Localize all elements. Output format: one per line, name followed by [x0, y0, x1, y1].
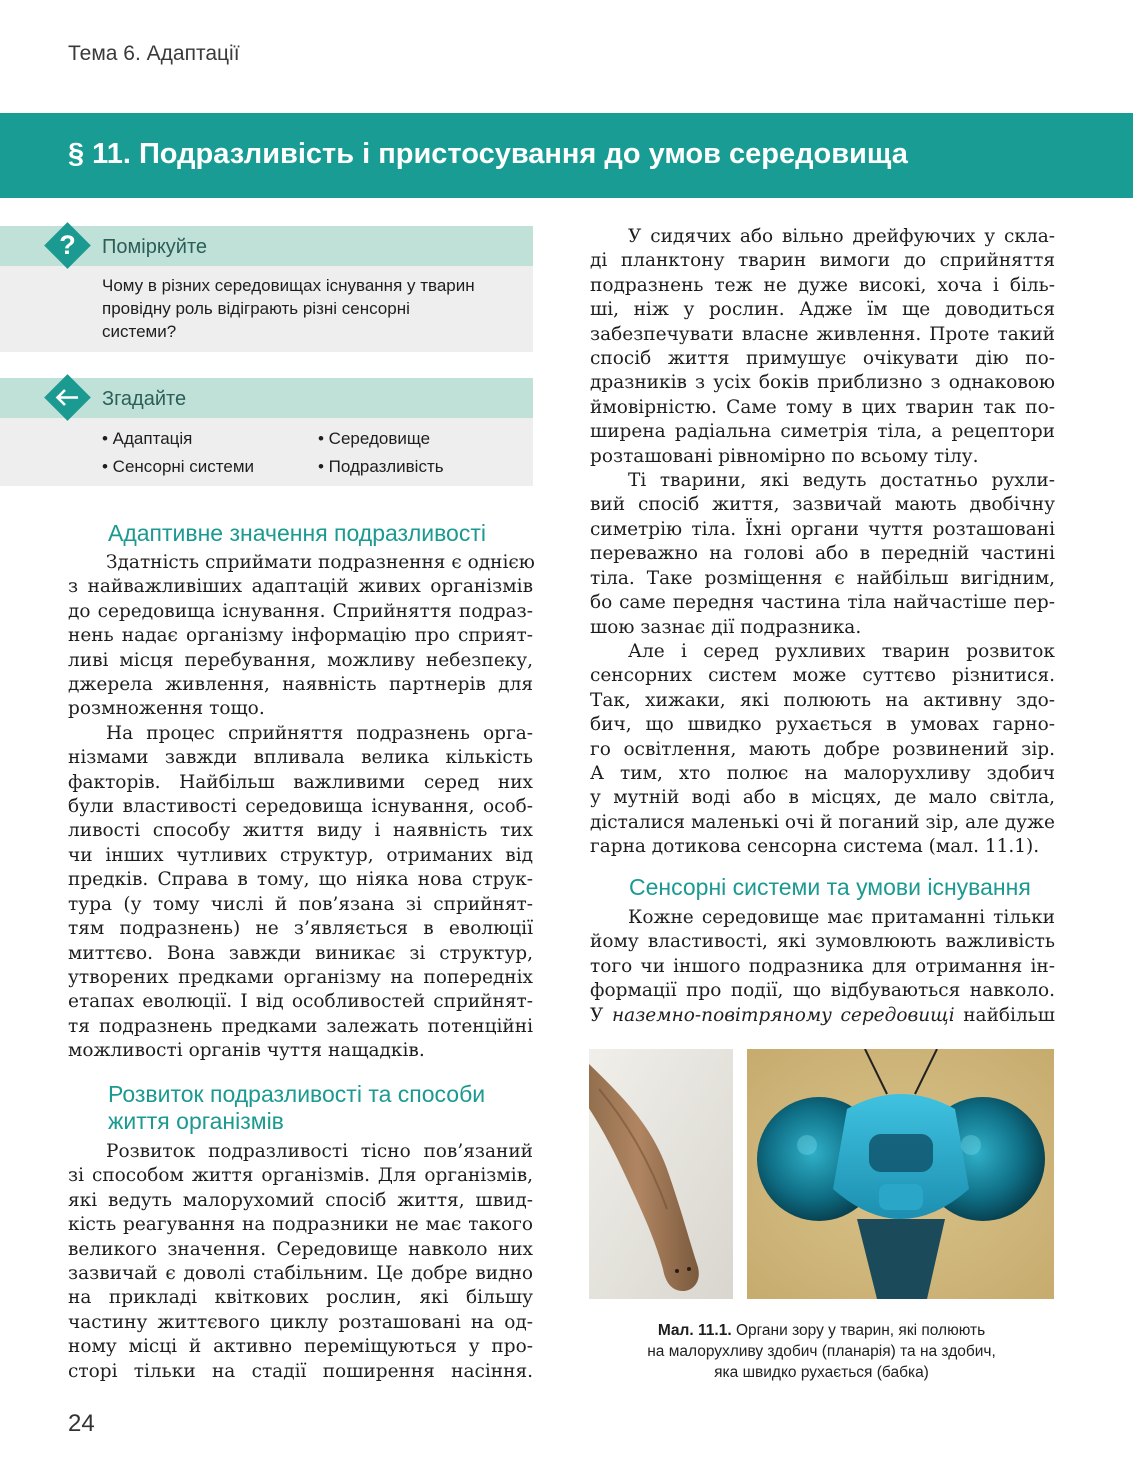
- text-line: ному місці й активно переміщуються у про-: [68, 1336, 533, 1358]
- text-line: Здатність сприймати подразнення є однією: [106, 552, 535, 573]
- text-line: [590, 1004, 1055, 1028]
- text-line: спосіб життя примушує очікувати дію по-: [590, 348, 1055, 370]
- arrow-left-icon: [51, 381, 84, 414]
- heading-line: життя організмів: [108, 1108, 284, 1134]
- text-line: миттєво. Вона завжди виникає зі структур,: [68, 942, 533, 964]
- text-line: зі способом життя організмів. Для організмів,: [68, 1165, 533, 1187]
- planarian-photo: [589, 1049, 733, 1299]
- think-line: системи?: [102, 322, 177, 341]
- question-icon: ?: [59, 230, 76, 260]
- text-line: тям подразнень) не з’являється в еволюції: [68, 918, 533, 940]
- text-line: тя подразнень предками залежать потенційні: [68, 1015, 533, 1037]
- text-line: Так, хижаки, які полюють на активну здо-: [590, 689, 1055, 711]
- text-line: У сидячих або вільно дрейфуючих у скла-: [628, 226, 1055, 247]
- text-line: великого значення. Середовище навколо них: [68, 1238, 533, 1260]
- text-line: джерела живлення, наявність партнерів для: [68, 674, 533, 696]
- section-title: § 11. Подразливість і пристосування до умов середовища: [68, 138, 908, 170]
- text-line: зазвичай є доволі стабільним. Це добре видно: [68, 1263, 533, 1285]
- caption-text: Органи зору у тварин, які полюють: [731, 1322, 986, 1339]
- text-line: йому властивості, які зумовлюють важливість: [590, 931, 1055, 953]
- paragraph: [590, 906, 1055, 1028]
- paragraph: [590, 225, 1055, 860]
- text-line: етапах еволюції. І від особливостей сприйнят-: [68, 991, 533, 1013]
- text-line: тіла. Таке розміщення є найбільш вигідним,: [590, 567, 1055, 589]
- text-line: розмноження тощо.: [68, 698, 265, 720]
- caption-line: яка швидко рухається (бабка): [714, 1364, 929, 1381]
- figure-label: Мал. 11.1.: [657, 1322, 732, 1339]
- text-line: вий спосіб життя, зазвичай мають двобічну: [590, 494, 1055, 516]
- text-line: сенсорних систем може суттєво різнитися.: [590, 665, 1055, 687]
- think-box-text: [102, 274, 475, 343]
- text-line: Але і серед рухливих тварин розвиток: [628, 640, 1055, 662]
- text-line: дісталися маленькі очі й поганий зір, але дуже: [590, 811, 1055, 833]
- text-line: у мутній воді або в місцях, де мало світла,: [590, 787, 1055, 809]
- text-line: ливості способу життя виду і наявність тих: [68, 820, 533, 842]
- text-line: бич, що швидко рухається в умовах гарно-: [590, 714, 1055, 736]
- think-box-title: Поміркуйте: [102, 236, 208, 258]
- text-line: розташовані рівномірно по всьому тілу.: [590, 445, 979, 467]
- text-line: переважно на голові або в передній частині: [590, 543, 1055, 565]
- text-line: А тим, хто полює на малорухливу здобич: [590, 762, 1055, 784]
- text-line: го освітлення, мають добре розвинений зір.: [590, 738, 1055, 760]
- text-line: На процес сприйняття подразнень орга-: [106, 722, 533, 744]
- heading-line: Розвиток подразливості та способи: [108, 1081, 486, 1107]
- recall-box-body: [0, 418, 533, 486]
- recall-item: • Сенсорні системи: [102, 457, 255, 476]
- text-line: кість реагування на подразники не має такого: [68, 1214, 533, 1236]
- page-number: 24: [68, 1410, 95, 1437]
- text-line: з найважливіших адаптацій живих організмів: [68, 576, 533, 598]
- paragraph: [68, 551, 533, 1064]
- damselfly-photo: [747, 1049, 1054, 1299]
- text-span: найбільш: [954, 1004, 1055, 1026]
- heading-sensory-systems: Сенсорні системи та умови існування: [629, 874, 1031, 900]
- recall-item: • Адаптація: [102, 429, 193, 448]
- recall-item: • Середовище: [318, 429, 431, 448]
- think-line: Чому в різних середовищах існування у тварин: [102, 276, 475, 295]
- text-line: тура (у тому числі й пов’язана зі сприйнят-: [68, 893, 533, 915]
- text-line: факторів. Найбільш важливими серед них: [68, 771, 533, 793]
- text-line: утворених предками організму на попередніх: [68, 966, 533, 988]
- text-line: які ведуть малорухомий спосіб життя, швид-: [68, 1189, 533, 1211]
- caption-line: [589, 1320, 1054, 1341]
- text-line: сторі тільки на стадії поширення насіння.: [68, 1360, 533, 1382]
- text-line: шою зазнає дії подразника.: [590, 616, 862, 638]
- text-line: ді планктону тварин вимоги до сприйняття: [590, 250, 1055, 272]
- think-line: провідну роль відіграють різні сенсорні: [102, 299, 410, 318]
- heading-sensitivity-development: [108, 1081, 485, 1135]
- text-line: того чи іншого подразника для отримання ін-: [590, 955, 1055, 977]
- text-line: формації про події, що відбуваються навколо.: [590, 980, 1055, 1002]
- text-line: ші, ніж у рослин. Адже їм ще доводиться: [590, 299, 1055, 321]
- text-line: частину життєвого циклу розташовані на од-: [68, 1311, 533, 1333]
- text-line: чи інших чутливих структур, отриманих від: [68, 844, 533, 866]
- text-line: симетрію тіла. Їхні органи чуття розташовані: [590, 518, 1055, 540]
- emphasis-text: наземно-повітряному середовищі: [611, 1004, 955, 1026]
- topic-header: Тема 6. Адаптації: [68, 42, 240, 65]
- text-line: ймовірністю. Саме тому в цих тварин так по-: [590, 396, 1055, 418]
- text-line: Розвиток подразливості тісно пов’язаний: [106, 1141, 533, 1162]
- text-line: ливі місця перебування, можливу небезпеку,: [68, 649, 533, 671]
- text-line: нізмами завжди впливала велика кількість: [68, 747, 533, 769]
- text-line: дразників з усіх боків приблизно з однаковою: [590, 372, 1055, 394]
- text-line: ширена радіальна симетрія тіла, а рецептори: [590, 421, 1055, 443]
- text-line: до середовища існування. Сприйняття подраз-: [68, 600, 533, 622]
- text-line: подразнень теж не дуже високі, хоча і біль-: [590, 274, 1055, 296]
- text-line: бо саме передня частина тіла найчастіше пер-: [590, 592, 1055, 614]
- paragraph: [68, 1140, 533, 1384]
- text-line: предків. Справа в тому, що ніяка нова струк-: [68, 869, 533, 891]
- text-line: нень надає організму інформацію про сприят-: [68, 625, 533, 647]
- text-span: У: [590, 1004, 612, 1026]
- caption-line: на малорухливу здобич (планарія) та на здобич,: [647, 1343, 996, 1360]
- text-line: забезпечувати власне живлення. Проте такий: [590, 323, 1055, 345]
- recall-item: • Подразливість: [318, 457, 444, 476]
- heading-adaptive-value: Адаптивне значення подразливості: [108, 520, 486, 546]
- text-line: були властивості середовища існування, особ-: [68, 796, 533, 818]
- text-line: на прикладі квіткових рослин, які більшу: [68, 1287, 533, 1309]
- figure-caption: [589, 1320, 1054, 1383]
- text-line: можливості органів чуття нащадків.: [68, 1040, 425, 1062]
- recall-box-title: Згадайте: [102, 388, 187, 410]
- text-line: Ті тварини, які ведуть достатньо рухли-: [628, 470, 1055, 492]
- text-line: Кожне середовище має притаманні тільки: [628, 907, 1055, 928]
- text-line: гарна дотикова сенсорна система (мал. 11.1).: [590, 836, 1040, 858]
